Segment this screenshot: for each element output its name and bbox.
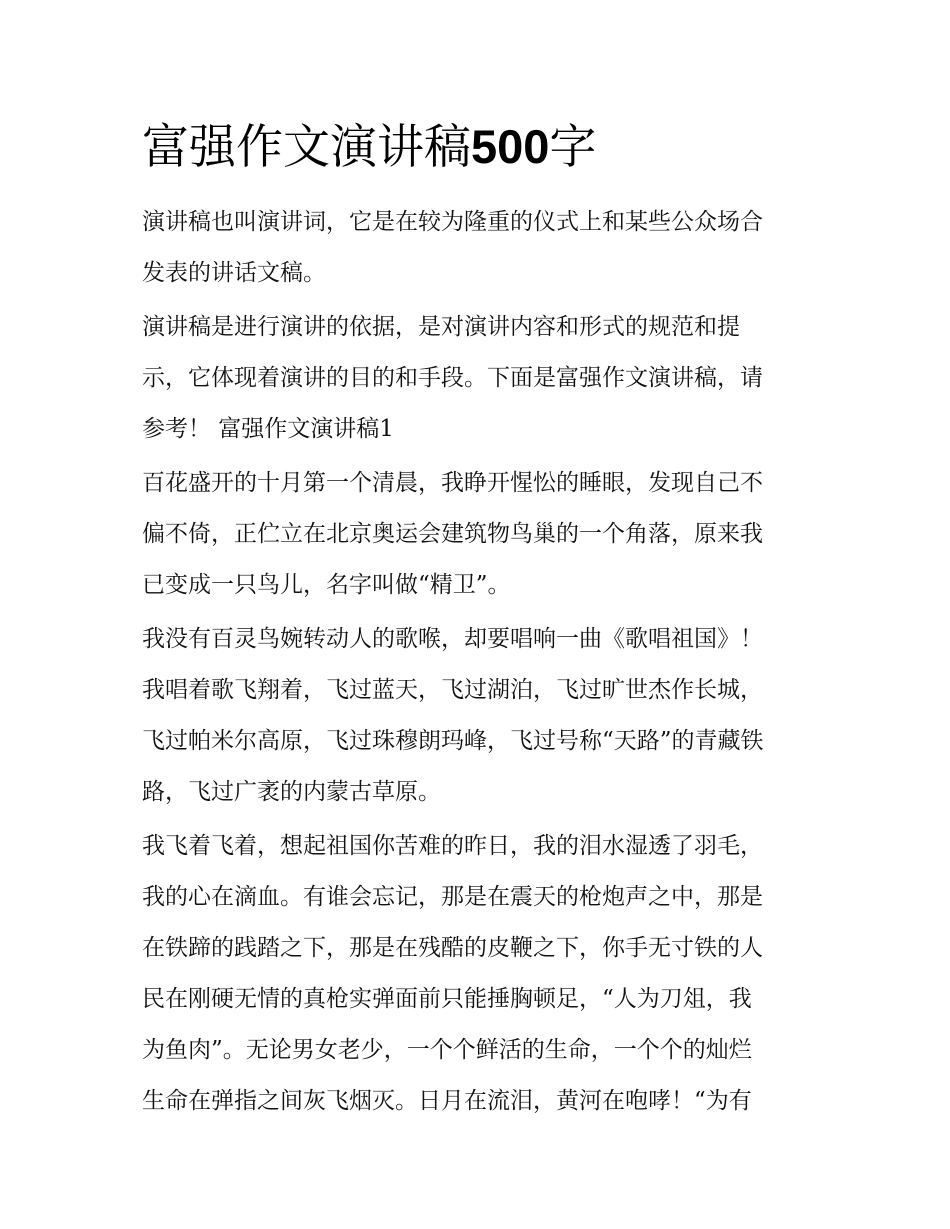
paragraph-line: 我没有百灵鸟婉转动人的歌喉，却要唱响一曲《歌唱祖国》！ bbox=[142, 626, 763, 652]
paragraph-line: 示，它体现着演讲的目的和手段。下面是富强作文演讲稿，请 bbox=[142, 365, 763, 391]
paragraph-line: 在铁蹄的践踏之下，那是在残酷的皮鞭之下，你手无寸铁的人 bbox=[142, 935, 763, 961]
paragraph-line: 参考！ 富强作文演讲稿1 bbox=[142, 416, 394, 442]
paragraph-line: 演讲稿也叫演讲词，它是在较为隆重的仪式上和某些公众场合 bbox=[142, 209, 763, 235]
paragraph bbox=[142, 614, 814, 818]
paragraph-line: 我唱着歌飞翔着，飞过蓝天，飞过湖泊，飞过旷世杰作长城， bbox=[142, 677, 763, 703]
paragraph-line: 偏不倚，正伫立在北京奥运会建筑物鸟巢的一个角落，原来我 bbox=[142, 521, 763, 547]
title-number: 500 bbox=[471, 120, 550, 173]
paragraph-line: 我飞着飞着，想起祖国你苦难的昨日，我的泪水湿透了羽毛， bbox=[142, 833, 763, 859]
document-title bbox=[142, 114, 596, 181]
paragraph-line: 路，飞过广袤的内蒙古草原。 bbox=[142, 779, 441, 805]
paragraph-line: 生命在弹指之间灰飞烟灭。日月在流泪，黄河在咆哮！“为有 bbox=[142, 1088, 752, 1114]
paragraph bbox=[142, 821, 814, 1127]
paragraph-line: 民在刚硬无情的真枪实弹面前只能捶胸顿足，“人为刀俎，我 bbox=[142, 986, 752, 1012]
paragraph-line: 飞过帕米尔高原，飞过珠穆朗玛峰，飞过号称“天路”的青藏铁 bbox=[142, 728, 764, 754]
paragraph-line: 演讲稿是进行演讲的依据，是对演讲内容和形式的规范和提 bbox=[142, 314, 740, 340]
title-text: 富强作文演讲稿 bbox=[142, 120, 471, 175]
paragraph-line: 为鱼肉”。无论男女老少，一个个鲜活的生命，一个个的灿烂 bbox=[142, 1037, 752, 1063]
title-suffix: 字 bbox=[549, 120, 597, 175]
paragraph-line: 已变成一只鸟儿，名字叫做“精卫”。 bbox=[142, 572, 511, 598]
paragraph-line: 百花盛开的十月第一个清晨，我睁开惺忪的睡眼，发现自己不 bbox=[142, 470, 763, 496]
paragraph-line: 发表的讲话文稿。 bbox=[142, 260, 326, 286]
paragraph bbox=[142, 197, 814, 299]
paragraph-line: 我的心在滴血。有谁会忘记，那是在震天的枪炮声之中，那是 bbox=[142, 884, 763, 910]
paragraph bbox=[142, 302, 814, 455]
paragraph bbox=[142, 458, 814, 611]
document-body bbox=[142, 197, 814, 1130]
